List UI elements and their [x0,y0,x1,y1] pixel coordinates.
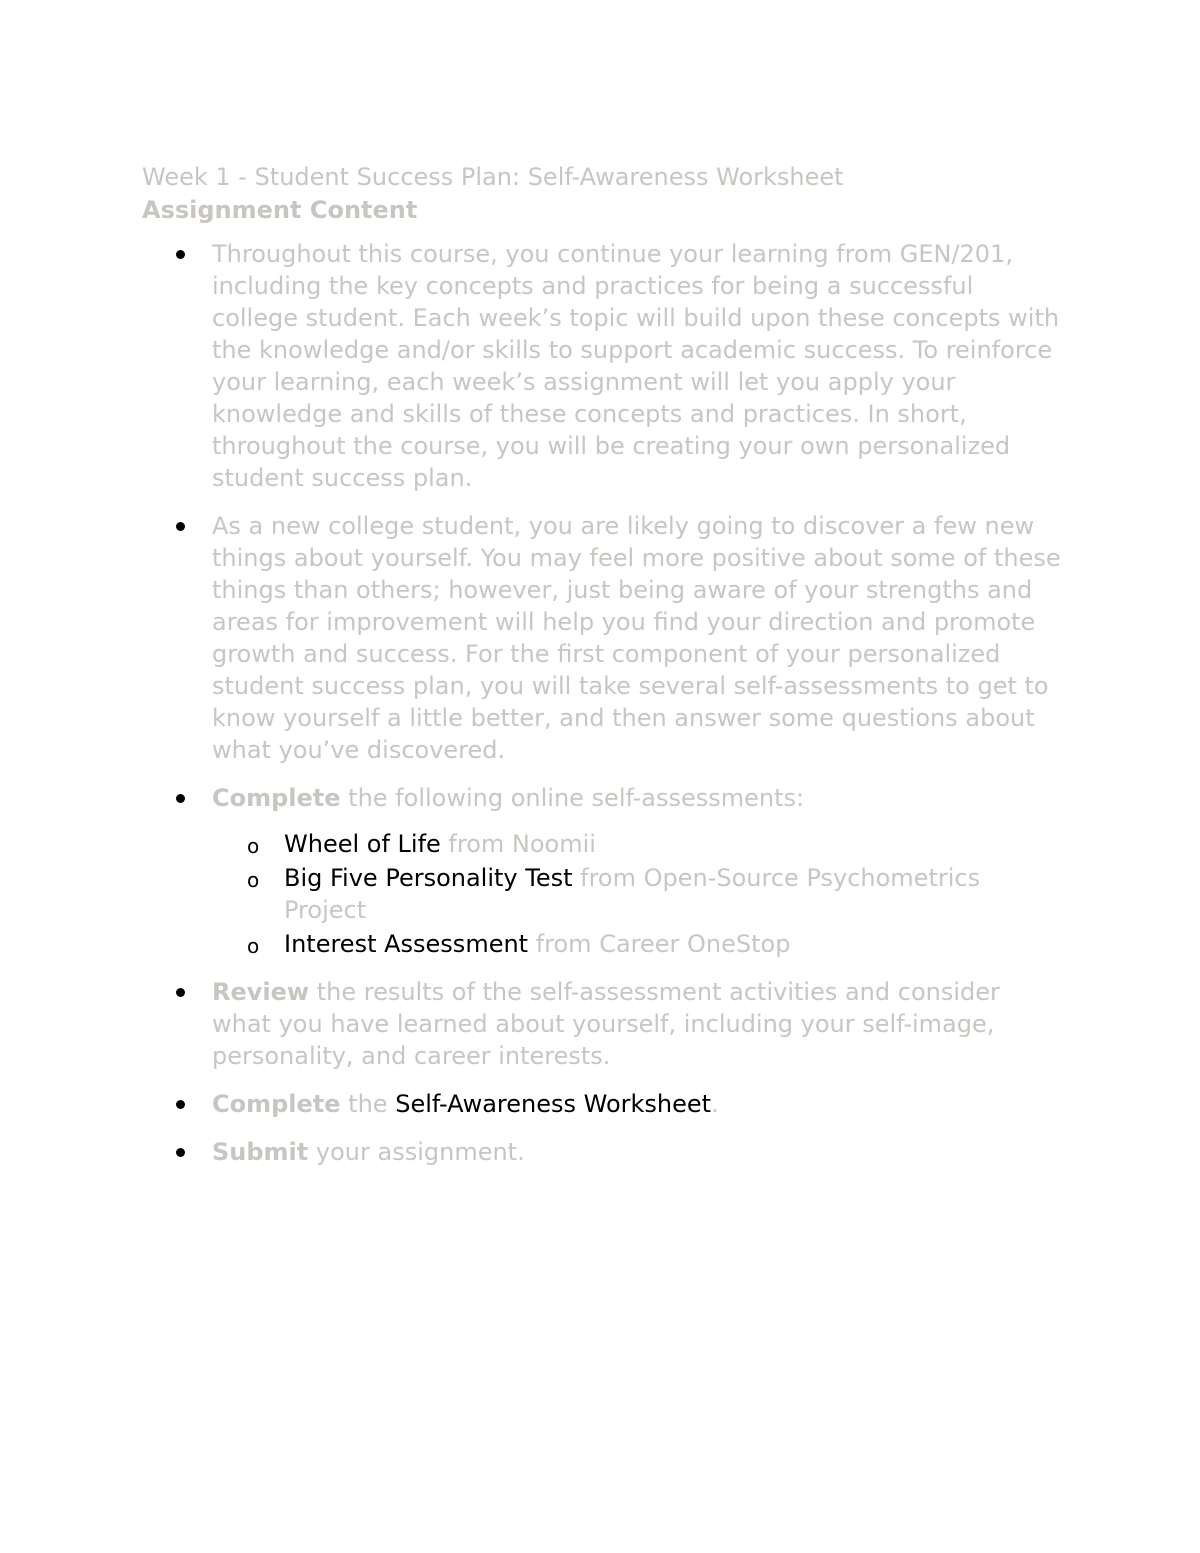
action-verb: Complete [212,1090,341,1118]
list-item-text: Throughout this course, you continue your learning from GEN/201, including the key concepts and practices for being a successful college student. Each week’s topic will build upon these concepts with the knowledge and/or skills to support academic success. To reinforce your learning, each week’s assignment will let you apply your knowledge and skills of these concepts and practices. In short, throughout the course, you will be creating your own personalized student success plan. [212,240,1060,492]
bullet-icon [176,522,185,531]
wheel-of-life-link[interactable]: Wheel of Life [284,830,441,858]
list-item-punctuation: . [711,1090,719,1118]
self-awareness-worksheet-link[interactable]: Self-Awareness Worksheet [395,1090,712,1118]
list-item-text: the following online self-assessments: [340,784,805,812]
big-five-personality-test-link[interactable]: Big Five Personality Test [284,864,573,892]
action-verb: Complete [212,784,341,812]
assessment-item [212,928,1062,960]
assessment-list [212,828,1062,960]
circle-bullet-icon: o [247,934,260,958]
action-verb: Submit [212,1138,309,1166]
assessment-item [212,862,1062,926]
list-item-text: As a new college student, you are likely going to discover a few new things about yourself. You may feel more positive about some of these things than others; however, just being aware of your strengths and areas for improvement will help you find your direction and promote growth and success. For the first component of your personalized student success plan, you will take several self-assessments to get to know yourself a little better, and then answer some questions about what you’ve discovered. [212,512,1061,764]
assessment-source: from Open-Source Psychometrics Project [284,864,981,924]
instruction-list [142,238,1062,1168]
list-item-text: the results of the self-assessment activities and consider what you have learned about yourself, including your self-image, personality, and career interests. [212,978,1000,1070]
action-verb: Review [212,978,310,1006]
circle-bullet-icon: o [247,834,260,858]
bullet-icon [176,1148,185,1157]
assessment-source: from Career OneStop [528,930,791,958]
bullet-icon [176,1100,185,1109]
circle-bullet-icon: o [247,868,260,892]
bullet-icon [176,250,185,259]
bullet-icon [176,988,185,997]
list-item-text: your assignment. [308,1138,525,1166]
list-item [142,1136,1062,1168]
list-item-text: the [340,1090,396,1118]
section-heading: Assignment Content [142,196,418,224]
list-item [142,976,1062,1072]
document-page [142,160,1062,1184]
list-item [142,510,1062,766]
assessment-source: from Noomii [440,830,596,858]
assessment-item [212,828,1062,860]
list-item [142,238,1062,494]
list-item [142,782,1062,960]
bullet-icon [176,794,185,803]
interest-assessment-link[interactable]: Interest Assessment [284,930,529,958]
page-title: Week 1 - Student Success Plan: Self-Awareness Worksheet [142,163,844,191]
list-item [142,1088,1062,1120]
